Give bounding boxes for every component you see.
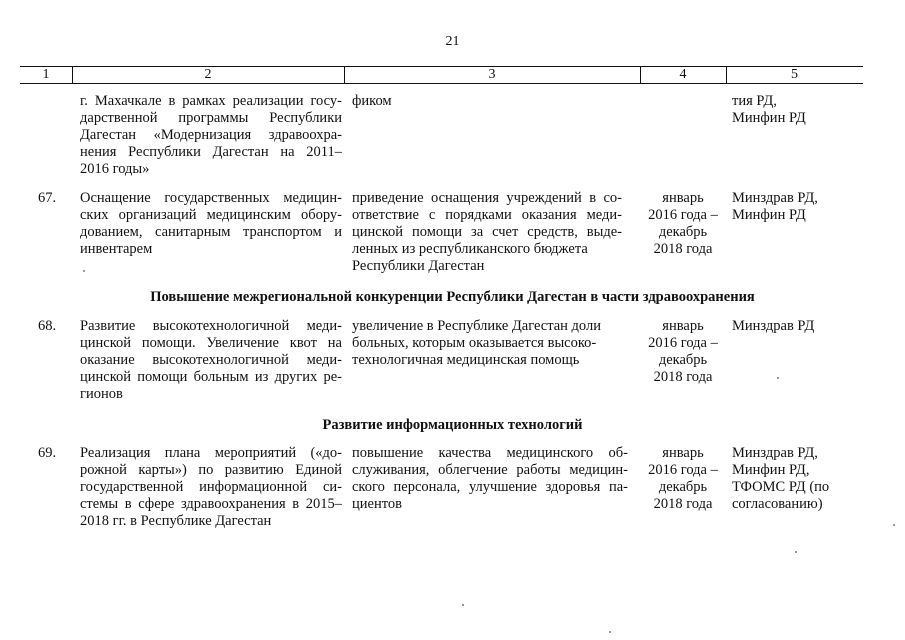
row-number: 68. [38,318,57,334]
text-line: цинской помощи. Увеличение квот на [80,335,342,351]
text-line: Минфин РД [732,207,806,223]
text-line: декабрь [658,479,708,495]
text-line: служивания, облегчение работы медицин- [352,462,628,478]
text-line: Развитие высокотехнологичной меди- [80,318,342,334]
row-number: 67. [38,190,57,206]
text-line: ского персонала, улучшение здоровья па- [352,479,628,495]
text-line: стемы в сфере здравоохранения в 2015– [80,496,342,512]
text-line: государственной информационной си- [80,479,342,495]
section-heading: Повышение межрегиональной конкуренции Республики Дагестан в части здравоохранения [150,289,755,305]
text-line: приведение оснащения учреждений в со- [352,190,622,206]
header-col-5: 5 [791,67,798,82]
scan-speck [609,631,611,633]
row-68-description [80,318,342,403]
text-line: январь [662,318,704,334]
header-col-4: 4 [679,67,687,82]
text-line: Минздрав РД [732,318,815,334]
cont-row-description [80,93,342,178]
text-line: Минфин РД [732,110,806,126]
row-68-responsible [732,318,862,335]
text-line: г. Махачкале в рамках реализации госу- [80,93,342,109]
text-line: инвентарем [80,241,153,257]
cont-row-responsible [732,93,862,127]
section-heading: Развитие информационных технологий [322,417,583,433]
text-line: увеличение в Республике Дагестан доли [352,318,601,334]
text-line: тия РД, [732,93,777,109]
scan-speck [777,377,779,379]
text-line: Минздрав РД, [732,190,818,206]
scan-speck [893,524,895,526]
text-line: декабрь [658,224,708,240]
text-line: 2016 года – [648,462,718,478]
header-bottom-border [20,83,863,84]
text-line: ских организаций медицинским обору- [80,207,342,223]
text-line: ТФОМС РД (по [732,479,830,495]
scan-speck [462,604,464,606]
row-67-description [80,190,342,258]
row-69-period [634,445,732,513]
text-line: цинской помощи за счет средств, выде- [352,224,622,240]
text-line: 2018 года [653,496,713,512]
text-line: дарственной программы Республики [80,110,342,126]
text-line: рожной карты») по развитию Единой [80,462,342,478]
text-line: декабрь [658,352,708,368]
row-68-period [634,318,732,386]
text-line: Дагестан «Модернизация здравоохра- [80,127,342,143]
text-line: 2016 года – [648,335,718,351]
text-line: ответствие с порядками оказания меди- [352,207,622,223]
text-line: 2018 года [653,369,713,385]
header-col-1: 1 [42,67,50,82]
text-line: январь [662,190,704,206]
text-line: Минздрав РД, [732,445,818,461]
row-69-responsible [732,445,862,513]
header-col-2: 2 [204,67,212,82]
text-line: Республики Дагестан [352,258,485,274]
text-line: январь [662,445,704,461]
text-line: гионов [80,386,123,402]
text-line: 2016 года – [648,207,718,223]
text-line: согласованию) [732,496,823,512]
text-line: циентов [352,496,402,512]
scan-speck [83,270,85,272]
text-line: оказание высокотехнологичной меди- [80,352,342,368]
scan-speck [795,551,797,553]
row-67-period [634,190,732,258]
page-number: 21 [445,34,460,49]
row-67-result [352,190,622,275]
text-line: 2018 года [653,241,713,257]
row-69-result [352,445,628,513]
text-line: ленных из республиканского бюджета [352,241,588,257]
text-line: технологичная медицинская помощь [352,352,580,368]
row-number: 69. [38,445,57,461]
text-line: 2016 годы» [80,161,150,177]
cont-row-result [352,93,638,110]
header-col-3: 3 [488,67,496,82]
row-68-result [352,318,622,369]
text-line: нения Республики Дагестан на 2011– [80,144,342,160]
text-line: Реализация плана мероприятий («до- [80,445,342,461]
text-line: больных, которым оказывается высоко- [352,335,597,351]
text-line: повышение качества медицинского об- [352,445,628,461]
row-69-description [80,445,342,530]
row-67-responsible [732,190,862,224]
text-line: дованием, санитарным транспортом и [80,224,342,240]
text-line: Минфин РД, [732,462,810,478]
text-line: фиком [352,93,392,109]
text-line: цинской помощи больным из других ре- [80,369,342,385]
text-line: 2018 гг. в Республике Дагестан [80,513,272,529]
text-line: Оснащение государственных медицин- [80,190,342,206]
